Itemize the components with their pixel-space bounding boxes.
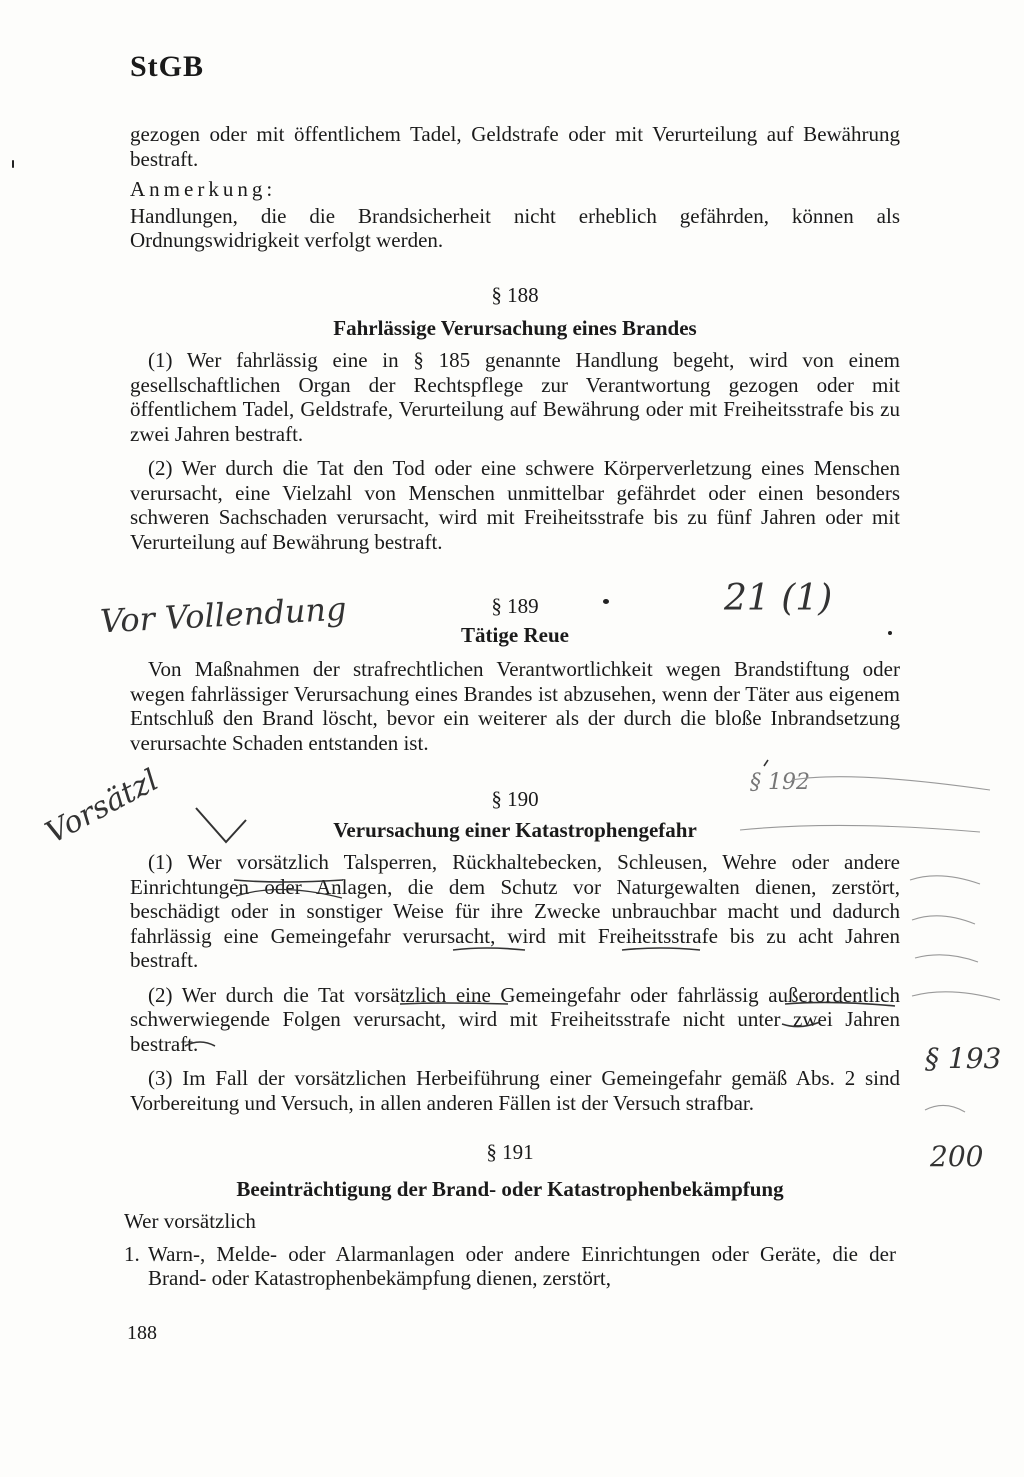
section-title: Tätige Reue	[461, 622, 569, 647]
intro-block	[130, 122, 900, 253]
list-item-text: Warn-, Melde- oder Alarmanlagen oder andere Einrichtungen oder Geräte, die der Brand- oder Katastrophenbekämpfung dienen, zerstört,	[148, 1241, 896, 1290]
handwritten-note: § 193	[925, 1042, 1002, 1075]
intro-text: gezogen oder mit öffentlichem Tadel, Geldstrafe oder mit Verurteilung auf Bewährung bestraft.	[130, 122, 900, 171]
section-number: § 190	[491, 787, 539, 811]
note-label: Anmerkung:	[130, 177, 277, 201]
section-190	[130, 787, 900, 1115]
section-number: § 191	[486, 1140, 534, 1164]
list-item	[124, 1242, 896, 1291]
section-191	[124, 1140, 896, 1291]
handwritten-note: Vor Vollendung	[99, 589, 348, 641]
section-number: § 189	[491, 594, 539, 618]
list-item-number: 1.	[124, 1241, 140, 1266]
handwritten-note: 200	[930, 1140, 984, 1173]
paragraph-2: (2) Wer durch die Tat vorsätzlich eine Gemeingefahr oder fahrlässig außerordentlich schwerwiegende Folgen verursacht, wird mit Freiheitsstrafe nicht unter zwei Jahren bestraft.	[130, 982, 900, 1056]
ink-dot	[12, 160, 14, 168]
page-number: 188	[127, 1322, 157, 1344]
paragraph-3: (3) Im Fall der vorsätzlichen Herbeiführung einer Gemeingefahr gemäß Abs. 2 sind Vorbereitung und Versuch, in allen anderen Fällen ist der Versuch strafbar.	[130, 1066, 900, 1115]
handwritten-note: 21 (1)	[724, 578, 833, 619]
section-title: Fahrlässige Verursachung eines Brandes	[333, 315, 697, 340]
handwritten-note: Vorsätzl	[40, 762, 165, 851]
handwritten-note: § 192	[750, 770, 810, 795]
ink-dot	[603, 599, 609, 604]
section-intro: Wer vorsätzlich	[124, 1209, 256, 1233]
paragraph-1: (1) Wer vorsätzlich Talsperren, Rückhaltebecken, Schleusen, Wehre oder andere Einrichtungen oder Anlagen, die dem Schutz vor Naturgewalten dienen, zerstört, beschädigt oder in sonstiger Weise für ihre Zwecke unbrauchbar macht und dadurch fahrlässig eine Gemeingefahr verursacht, wird mit Freiheitsstrafe bis zu acht Jahren bestraft.	[130, 850, 900, 972]
ink-dot	[888, 631, 892, 635]
section-title: Verursachung einer Katastrophengefahr	[333, 817, 697, 842]
paragraph-2: (2) Wer durch die Tat den Tod oder eine schwere Körperverletzung eines Menschen verursacht, eine Vielzahl von Menschen unmittelbar gefährdet oder einen besonders schweren Sachschaden verursacht, wird mit Freiheitsstrafe bis zu fünf Jahren oder mit Verurteilung auf Bewährung bestraft.	[130, 456, 900, 554]
page-header-title: StGB	[130, 50, 205, 83]
paragraph-1: Von Maßnahmen der strafrechtlichen Verantwortlichkeit wegen Brandstiftung oder wegen fahrlässiger Verursachung eines Brandes ist abzusehen, wenn der Täter aus eigenem Entschluß den Brand löscht, bevor ein weiterer als der durch die bloße Inbrandsetzung verursachte Schaden entstanden ist.	[130, 657, 900, 755]
paragraph-1: (1) Wer fahrlässig eine in § 185 genannte Handlung begeht, wird von einem gesellschaftlichen Organ der Rechtspflege zur Verantwortung gezogen oder mit öffentlichem Tadel, Geldstrafe, Verurteilung auf Bewährung oder mit Freiheitsstrafe bis zu zwei Jahren bestraft.	[130, 348, 900, 446]
section-number: § 188	[491, 283, 539, 307]
section-188	[130, 283, 900, 554]
section-title: Beeinträchtigung der Brand- oder Katastrophenbekämpfung	[236, 1176, 784, 1201]
note-text: Handlungen, die die Brandsicherheit nicht erheblich gefährden, können als Ordnungswidrigkeit verfolgt werden.	[130, 203, 900, 252]
